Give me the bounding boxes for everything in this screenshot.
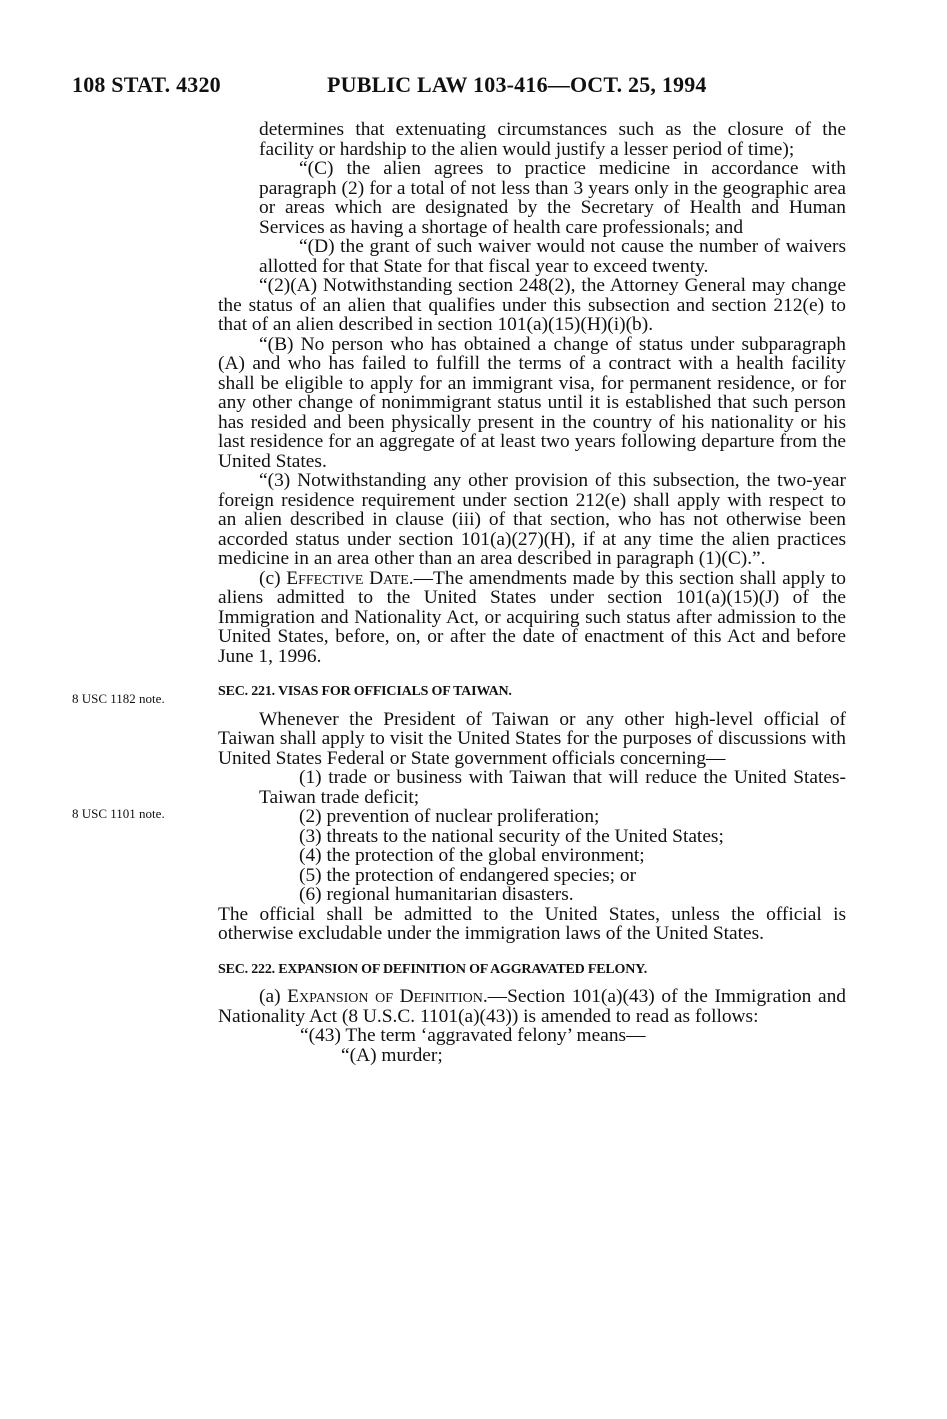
section-221-heading: SEC. 221. VISAS FOR OFFICIALS OF TAIWAN. [218,684,512,699]
paragraph-effective-date [218,569,846,667]
section-221-closing: The official shall be admitted to the United States, unless the official is otherwise excludable under the immigration laws of the United States. [218,903,846,944]
paragraph-continuation: determines that extenuating circumstances such as the closure of the facility or hardship to the alien would justify a lesser period of time); [259,119,846,160]
list-item: (6) regional humanitarian disasters. [299,884,574,905]
paragraph-2b: “(B) No person who has obtained a change of status under subparagraph (A) and who has failed to fulfill the terms of a contract with a health facility shall be eligible to apply for an immigrant visa, for permanent residence, or for any other change of nonimmigrant status until it is established that such person has resided and been physically present in the country of his nationality or his last residence for an aggregate of at least two years following departure from the United States. [218,333,846,472]
quoted-definition-a: “(A) murder; [341,1044,443,1066]
subsection-a-text: —Section 101(a)(43) of the Immigration and Nationality Act (8 U.S.C. 1101(a)(43)) is amended to read as follows: [218,986,846,1027]
effective-date-text: —The amendments made by this section shall apply to aliens admitted to the United States under section 101(a)(15)(J) of the Immigration and Nationality Act, or acquiring such status after admission to the United States, before, on, or after the date of enactment of this Act and before June 1, 1996. [218,567,846,667]
list-item: (5) the protection of endangered species; or [299,864,637,886]
section-222-subsection-a [218,987,846,1026]
effective-date-heading: Effective Date. [286,567,414,589]
paragraph-2a: “(2)(A) Notwithstanding section 248(2), the Attorney General may change the status of an alien that qualifies under this subsection and section 212(e) to that of an alien described in section 101(a)(15)(H)(i)(b). [218,275,846,335]
public-law-title: PUBLIC LAW 103-416—OCT. 25, 1994 [327,72,707,97]
paragraph-clause-c: “(C) the alien agrees to practice medicine in accordance with paragraph (2) for a total of not less than 3 years only in the geographic area or areas which are designated by the Secretary of Health and Human Services as having a shortage of health care professionals; and [259,158,846,238]
section-221-intro: Whenever the President of Taiwan or any other high-level official of Taiwan shall apply to visit the United States for the purposes of discussions with United States Federal or State government officials concerning— [218,708,846,769]
document-body [218,120,846,1065]
subsection-a-heading: Expansion of Definition. [287,986,488,1007]
list-item: (2) prevention of nuclear proliferation; [299,806,600,827]
quoted-definition-43: “(43) The term ‘aggravated felony’ means— [300,1025,646,1046]
subsection-a-label: (a) [259,986,288,1007]
margin-note-usc-1101: 8 USC 1101 note. [72,806,165,821]
paragraph-clause-d: “(D) the grant of such waiver would not cause the number of waivers allotted for that State for that fiscal year to exceed twenty. [259,236,846,277]
margin-note-usc-1182: 8 USC 1182 note. [72,691,165,706]
list-item: (4) the protection of the global environment; [299,845,645,866]
list-item: (1) trade or business with Taiwan that will reduce the United States-Taiwan trade deficit; [259,767,846,808]
statute-page-number: 108 STAT. 4320 [72,72,221,97]
paragraph-3: “(3) Notwithstanding any other provision of this subsection, the two-year foreign residence requirement under section 212(e) shall apply with respect to an alien described in clause (iii) of that section, who has not otherwise been accorded status under section 101(a)(27)(H), if at any time the alien practices medicine in an area other than an area described in paragraph (1)(C).”. [218,470,846,569]
list-item: (3) threats to the national security of the United States; [299,825,724,847]
effective-date-label: (c) [259,567,287,589]
section-222-heading: SEC. 222. EXPANSION OF DEFINITION OF AGGRAVATED FELONY. [218,961,648,977]
